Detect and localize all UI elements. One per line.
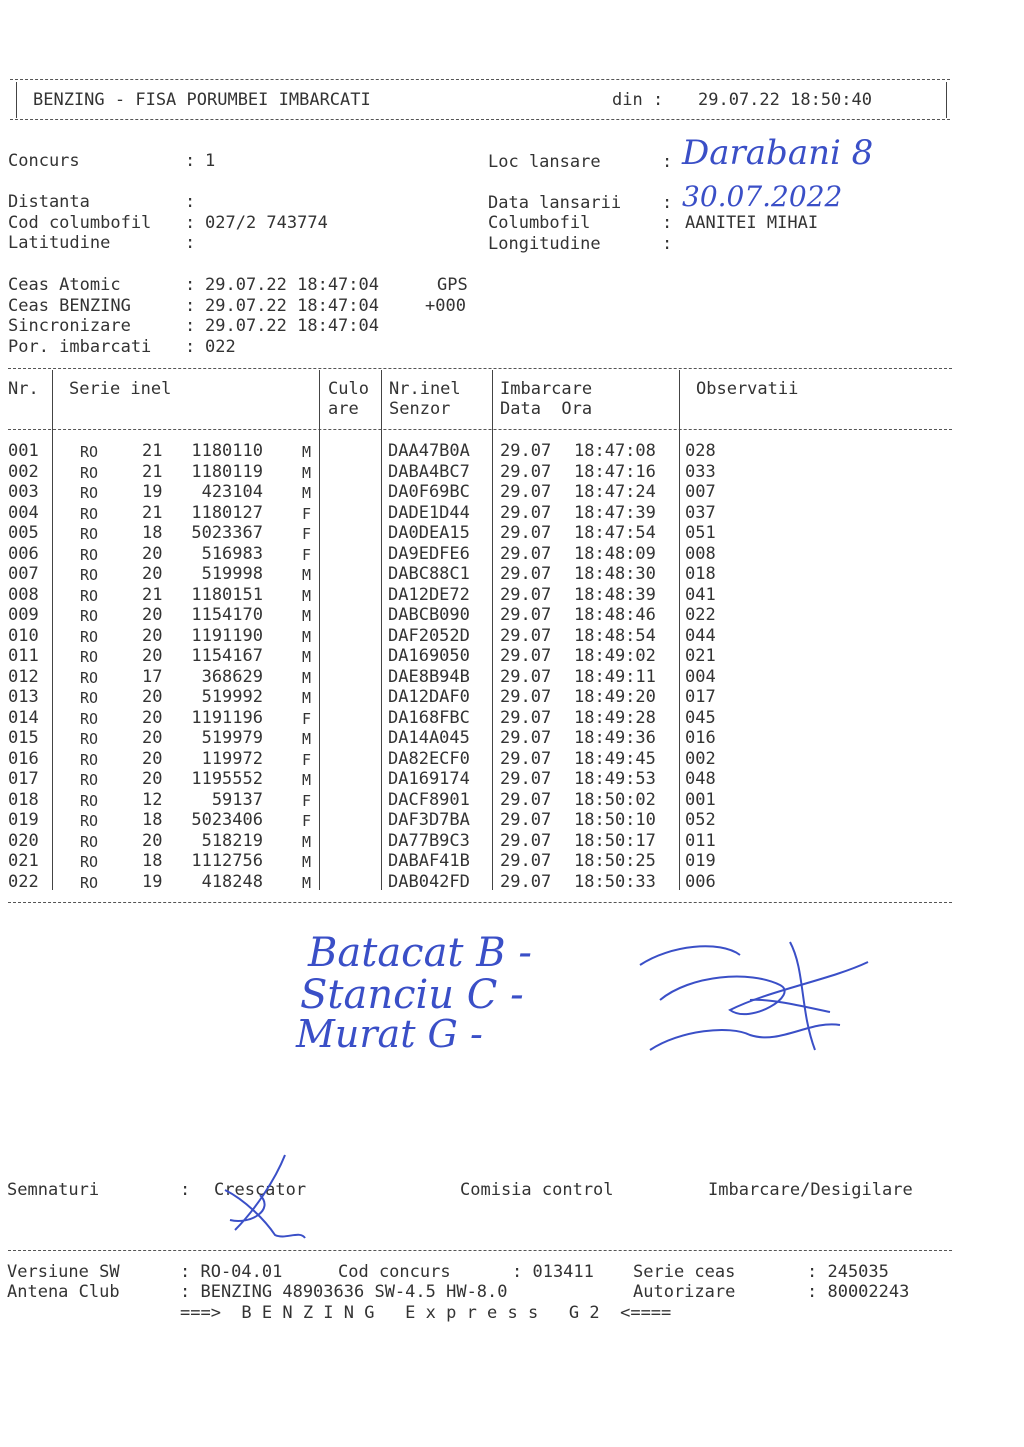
cell-observatii: 006	[685, 871, 716, 892]
cell-observatii: 021	[685, 646, 716, 666]
cell-ring-number: 519998	[201, 564, 263, 584]
cell-data: 29.07	[500, 502, 552, 523]
cell-data: 29.07	[500, 523, 552, 543]
cell-senzor: DADE1D44	[388, 502, 470, 523]
cell-year: 20	[142, 707, 163, 728]
cell-country: RO	[80, 791, 99, 810]
cell-ora: 18:49:45	[574, 748, 656, 769]
table-row	[0, 749, 1024, 769]
cell-ring-number: 1191190	[191, 625, 263, 646]
col-header-observatii: Observatii	[696, 379, 799, 399]
cell-senzor: DA12DE72	[388, 584, 470, 605]
commission-signatures-scribble	[630, 930, 880, 1070]
din-value: 29.07.22 18:50:40	[698, 90, 872, 110]
cell-senzor: DA12DAF0	[388, 687, 470, 707]
cell-sex: F	[302, 504, 312, 523]
cell-year: 20	[142, 769, 163, 789]
cell-nr: 010	[8, 625, 39, 646]
table-row	[0, 728, 1024, 748]
cell-senzor: DAF2052D	[388, 625, 470, 646]
loc-lansare-label: Loc lansare	[488, 152, 601, 172]
antena-club-label: Antena Club	[7, 1282, 120, 1302]
cell-data: 29.07	[500, 810, 552, 830]
por-imbarcati-sep: :	[185, 337, 196, 357]
table-row	[0, 482, 1024, 502]
cell-observatii: 037	[685, 502, 716, 523]
cell-sex: M	[302, 607, 312, 625]
col-header-imbarcare: Imbarcare	[500, 379, 593, 399]
handwritten-name-3: Murat G -	[296, 1012, 483, 1056]
cell-observatii: 022	[685, 605, 716, 625]
col-header-serie: Serie inel	[69, 379, 172, 399]
cell-senzor: DA169050	[388, 646, 470, 666]
table-row	[0, 667, 1024, 687]
cell-ring-number: 119972	[201, 748, 263, 769]
cell-year: 20	[142, 625, 163, 646]
cell-ora: 18:47:54	[574, 523, 656, 543]
serie-ceas-value: : 245035	[807, 1262, 889, 1282]
col-header-nrinel-2: Senzor	[389, 399, 451, 419]
cell-ring-number: 5023367	[191, 523, 263, 543]
loc-lansare-handwritten: Darabani 8	[682, 133, 874, 173]
cell-ora: 18:50:10	[574, 810, 656, 830]
cell-senzor: DABC88C1	[388, 564, 470, 584]
cell-observatii: 004	[685, 666, 716, 687]
cell-nr: 021	[8, 851, 39, 871]
cell-ring-number: 519979	[201, 728, 263, 748]
cell-country: RO	[80, 668, 99, 687]
cell-nr: 016	[8, 748, 39, 769]
ceas-benzing-extra: +000	[425, 296, 466, 316]
loc-lansare-sep: :	[662, 152, 673, 172]
cell-ring-number: 1112756	[191, 851, 263, 871]
cell-data: 29.07	[500, 789, 552, 810]
cell-observatii: 002	[685, 748, 716, 769]
columbofil-sep: :	[662, 213, 673, 233]
cod-concurs-value: : 013411	[512, 1262, 594, 1282]
table-row	[0, 544, 1024, 564]
cell-observatii: 048	[685, 769, 716, 789]
cod-columbofil-value: 027/2 743774	[205, 213, 328, 233]
cell-sex: F	[302, 709, 312, 728]
cell-country: RO	[80, 627, 99, 646]
cell-sex: M	[302, 832, 312, 851]
cell-year: 20	[142, 748, 163, 769]
cell-nr: 002	[8, 461, 39, 482]
cell-ora: 18:49:28	[574, 707, 656, 728]
cell-observatii: 041	[685, 584, 716, 605]
ceas-benzing-value: 29.07.22 18:47:04	[205, 296, 379, 316]
cell-year: 20	[142, 646, 163, 666]
cell-sex: F	[302, 525, 312, 543]
cell-observatii: 019	[685, 851, 716, 871]
cell-country: RO	[80, 832, 99, 851]
cell-nr: 006	[8, 543, 39, 564]
cell-ring-number: 1191196	[191, 707, 263, 728]
cell-senzor: DA0DEA15	[388, 523, 470, 543]
cell-observatii: 051	[685, 523, 716, 543]
cell-senzor: DABAF41B	[388, 851, 470, 871]
ceas-atomic-extra: GPS	[437, 275, 468, 295]
cell-sex: M	[302, 566, 312, 584]
cell-ora: 18:48:54	[574, 625, 656, 646]
table-row	[0, 462, 1024, 482]
cell-senzor: DA82ECF0	[388, 748, 470, 769]
ceas-benzing-sep: :	[185, 296, 196, 316]
cell-country: RO	[80, 873, 99, 892]
cell-ora: 18:48:30	[574, 564, 656, 584]
cell-data: 29.07	[500, 707, 552, 728]
cell-year: 21	[142, 441, 163, 461]
cell-observatii: 008	[685, 543, 716, 564]
cell-year: 21	[142, 584, 163, 605]
table-row	[0, 687, 1024, 707]
handwritten-name-1: Batacat B -	[308, 930, 532, 976]
por-imbarcati-value: 022	[205, 337, 236, 357]
cell-senzor: DA9EDFE6	[388, 543, 470, 564]
handwritten-name-2: Stanciu C -	[300, 972, 524, 1018]
crescator-label: Crescator	[214, 1180, 307, 1200]
footer-rule	[8, 1250, 952, 1251]
table-row	[0, 441, 1024, 461]
cell-data: 29.07	[500, 687, 552, 707]
cell-ora: 18:50:17	[574, 830, 656, 851]
cell-senzor: DA14A045	[388, 728, 470, 748]
col-header-culo: Culo	[328, 379, 369, 399]
table-row	[0, 564, 1024, 584]
cell-country: RO	[80, 484, 99, 502]
cell-senzor: DA0F69BC	[388, 482, 470, 502]
cell-year: 20	[142, 543, 163, 564]
cell-ora: 18:47:24	[574, 482, 656, 502]
cell-ora: 18:48:46	[574, 605, 656, 625]
cell-sex: F	[302, 750, 312, 769]
cell-ring-number: 59137	[211, 789, 263, 810]
table-bottom-rule	[8, 902, 952, 903]
cell-senzor: DA169174	[388, 769, 470, 789]
cell-senzor: DABCB090	[388, 605, 470, 625]
cell-nr: 004	[8, 502, 39, 523]
cell-data: 29.07	[500, 625, 552, 646]
cell-sex: F	[302, 545, 312, 564]
cell-ora: 18:49:11	[574, 666, 656, 687]
semnaturi-sep: :	[180, 1180, 191, 1200]
cell-ring-number: 1195552	[191, 769, 263, 789]
table-row	[0, 646, 1024, 666]
cell-observatii: 001	[685, 789, 716, 810]
cell-sex: M	[302, 668, 312, 687]
distanta-label: Distanta	[8, 192, 90, 212]
concurs-value: 1	[205, 151, 216, 171]
data-lansarii-label: Data lansarii	[488, 193, 622, 213]
din-label: din :	[612, 90, 664, 110]
table-row	[0, 769, 1024, 789]
col-header-nr: Nr.	[8, 379, 39, 399]
cell-year: 19	[142, 871, 163, 892]
cell-sex: M	[302, 463, 312, 482]
columbofil-label: Columbofil	[488, 213, 591, 233]
cell-nr: 014	[8, 707, 39, 728]
cell-country: RO	[80, 607, 99, 625]
cell-observatii: 033	[685, 461, 716, 482]
cell-country: RO	[80, 545, 99, 564]
cell-sex: M	[302, 771, 312, 789]
cell-nr: 011	[8, 646, 39, 666]
cell-sex: M	[302, 730, 312, 748]
cell-sex: F	[302, 791, 312, 810]
cell-nr: 012	[8, 666, 39, 687]
cell-sex: M	[302, 627, 312, 646]
cell-country: RO	[80, 689, 99, 707]
imbarcare-desigilare-label: Imbarcare/Desigilare	[708, 1180, 913, 1200]
cell-observatii: 007	[685, 482, 716, 502]
cell-sex: M	[302, 689, 312, 707]
cell-country: RO	[80, 525, 99, 543]
cell-ora: 18:50:25	[574, 851, 656, 871]
cell-year: 20	[142, 687, 163, 707]
cell-ora: 18:49:20	[574, 687, 656, 707]
report-title: BENZING - FISA PORUMBEI IMBARCATI	[33, 90, 371, 110]
table-row	[0, 605, 1024, 625]
comisia-control-label: Comisia control	[460, 1180, 614, 1200]
cell-country: RO	[80, 566, 99, 584]
cell-observatii: 052	[685, 810, 716, 830]
cell-nr: 017	[8, 769, 39, 789]
cell-ora: 18:47:08	[574, 441, 656, 461]
cell-nr: 022	[8, 871, 39, 892]
col-header-nrinel: Nr.inel	[389, 379, 461, 399]
ceas-atomic-value: 29.07.22 18:47:04	[205, 275, 379, 295]
cell-ring-number: 516983	[201, 543, 263, 564]
cell-year: 21	[142, 502, 163, 523]
cell-sex: M	[302, 853, 312, 871]
cell-country: RO	[80, 853, 99, 871]
cell-data: 29.07	[500, 871, 552, 892]
cell-ring-number: 1180151	[191, 584, 263, 605]
cell-observatii: 018	[685, 564, 716, 584]
por-imbarcati-label: Por. imbarcati	[8, 337, 152, 357]
cell-country: RO	[80, 771, 99, 789]
cell-country: RO	[80, 709, 99, 728]
cell-senzor: DAA47B0A	[388, 441, 470, 461]
semnaturi-label: Semnaturi	[7, 1180, 100, 1200]
cell-observatii: 016	[685, 728, 716, 748]
ceas-atomic-label: Ceas Atomic	[8, 275, 121, 295]
cell-nr: 015	[8, 728, 39, 748]
cell-ring-number: 5023406	[191, 810, 263, 830]
table-row	[0, 503, 1024, 523]
autorizare-value: : 80002243	[807, 1282, 910, 1302]
cell-senzor: DAB042FD	[388, 871, 470, 892]
sincronizare-label: Sincronizare	[8, 316, 131, 336]
autorizare-label: Autorizare	[633, 1282, 736, 1302]
columbofil-value: AANITEI MIHAI	[685, 213, 819, 233]
table-row	[0, 851, 1024, 871]
cell-country: RO	[80, 463, 99, 482]
table-row	[0, 790, 1024, 810]
cell-year: 20	[142, 564, 163, 584]
cell-ring-number: 1154167	[191, 646, 263, 666]
cell-data: 29.07	[500, 728, 552, 748]
benzing-express-banner: ===> B E N Z I N G E x p r e s s G 2 <====	[180, 1303, 672, 1323]
cell-nr: 019	[8, 810, 39, 830]
cell-country: RO	[80, 443, 99, 461]
cell-ora: 18:49:53	[574, 769, 656, 789]
cell-country: RO	[80, 586, 99, 605]
cell-sex: M	[302, 873, 312, 892]
cell-year: 18	[142, 810, 163, 830]
cell-ring-number: 1180119	[191, 461, 263, 482]
crescator-signature	[215, 1150, 315, 1245]
cell-nr: 013	[8, 687, 39, 707]
cell-ora: 18:47:39	[574, 502, 656, 523]
cell-data: 29.07	[500, 605, 552, 625]
cell-senzor: DAE8B94B	[388, 666, 470, 687]
cell-nr: 020	[8, 830, 39, 851]
cell-year: 18	[142, 851, 163, 871]
cell-sex: M	[302, 443, 312, 461]
cell-year: 20	[142, 728, 163, 748]
cell-ora: 18:47:16	[574, 461, 656, 482]
cell-year: 21	[142, 461, 163, 482]
cell-ring-number: 1180127	[191, 502, 263, 523]
cell-ring-number: 418248	[201, 871, 263, 892]
cell-ring-number: 368629	[201, 666, 263, 687]
distanta-sep: :	[185, 192, 196, 212]
cell-sex: M	[302, 586, 312, 605]
cell-year: 20	[142, 830, 163, 851]
cell-ring-number: 423104	[201, 482, 263, 502]
cell-country: RO	[80, 504, 99, 523]
table-row	[0, 872, 1024, 892]
cell-data: 29.07	[500, 482, 552, 502]
data-lansarii-sep: :	[662, 193, 673, 213]
cell-data: 29.07	[500, 646, 552, 666]
cell-senzor: DA77B9C3	[388, 830, 470, 851]
cell-nr: 003	[8, 482, 39, 502]
sincronizare-value: 29.07.22 18:47:04	[205, 316, 379, 336]
cell-ora: 18:49:02	[574, 646, 656, 666]
cod-concurs-label: Cod concurs	[338, 1262, 451, 1282]
cell-year: 18	[142, 523, 163, 543]
latitudine-label: Latitudine	[8, 233, 111, 253]
cell-data: 29.07	[500, 851, 552, 871]
cell-nr: 008	[8, 584, 39, 605]
col-header-imbarcare-2: Data Ora	[500, 399, 593, 419]
cell-nr: 018	[8, 789, 39, 810]
cell-ora: 18:49:36	[574, 728, 656, 748]
cell-data: 29.07	[500, 441, 552, 461]
ceas-atomic-sep: :	[185, 275, 196, 295]
cell-observatii: 011	[685, 830, 716, 851]
table-row	[0, 810, 1024, 830]
cell-sex: F	[302, 812, 312, 830]
cell-ora: 18:50:33	[574, 871, 656, 892]
cell-data: 29.07	[500, 666, 552, 687]
cell-ring-number: 1180110	[191, 441, 263, 461]
longitudine-sep: :	[662, 234, 673, 254]
cell-nr: 001	[8, 441, 39, 461]
cell-year: 19	[142, 482, 163, 502]
data-lansarii-handwritten: 30.07.2022	[682, 180, 843, 213]
table-row	[0, 585, 1024, 605]
cell-observatii: 044	[685, 625, 716, 646]
cell-data: 29.07	[500, 748, 552, 769]
cell-ring-number: 518219	[201, 830, 263, 851]
cell-country: RO	[80, 648, 99, 666]
cell-data: 29.07	[500, 584, 552, 605]
cell-ora: 18:48:39	[574, 584, 656, 605]
cell-senzor: DABA4BC7	[388, 461, 470, 482]
table-row	[0, 626, 1024, 646]
concurs-label: Concurs	[8, 151, 80, 171]
table-row	[0, 523, 1024, 543]
cell-data: 29.07	[500, 769, 552, 789]
cell-sex: M	[302, 648, 312, 666]
cod-columbofil-label: Cod columbofil	[8, 213, 152, 233]
cell-observatii: 017	[685, 687, 716, 707]
cell-country: RO	[80, 730, 99, 748]
cell-senzor: DA168FBC	[388, 707, 470, 728]
latitudine-sep: :	[185, 233, 196, 253]
concurs-sep: :	[185, 151, 196, 171]
cell-ora: 18:50:02	[574, 789, 656, 810]
cell-observatii: 028	[685, 441, 716, 461]
longitudine-label: Longitudine	[488, 234, 601, 254]
table-row	[0, 708, 1024, 728]
cell-country: RO	[80, 750, 99, 769]
cell-data: 29.07	[500, 461, 552, 482]
cell-data: 29.07	[500, 830, 552, 851]
cell-data: 29.07	[500, 564, 552, 584]
cell-year: 17	[142, 666, 163, 687]
table-row	[0, 831, 1024, 851]
cell-year: 12	[142, 789, 163, 810]
cell-nr: 007	[8, 564, 39, 584]
cell-ring-number: 519992	[201, 687, 263, 707]
versiune-sw-value: : RO-04.01	[180, 1262, 283, 1282]
serie-ceas-label: Serie ceas	[633, 1262, 736, 1282]
cod-columbofil-sep: :	[185, 213, 196, 233]
cell-observatii: 045	[685, 707, 716, 728]
cell-nr: 009	[8, 605, 39, 625]
cell-ora: 18:48:09	[574, 543, 656, 564]
cell-sex: M	[302, 484, 312, 502]
cell-nr: 005	[8, 523, 39, 543]
cell-data: 29.07	[500, 543, 552, 564]
sincronizare-sep: :	[185, 316, 196, 336]
antena-club-value: : BENZING 48903636 SW-4.5 HW-8.0	[180, 1282, 508, 1302]
ceas-benzing-label: Ceas BENZING	[8, 296, 131, 316]
versiune-sw-label: Versiune SW	[7, 1262, 120, 1282]
cell-year: 20	[142, 605, 163, 625]
cell-senzor: DACF8901	[388, 789, 470, 810]
cell-senzor: DAF3D7BA	[388, 810, 470, 830]
col-header-culo-2: are	[328, 399, 359, 419]
cell-ring-number: 1154170	[191, 605, 263, 625]
cell-country: RO	[80, 812, 99, 830]
